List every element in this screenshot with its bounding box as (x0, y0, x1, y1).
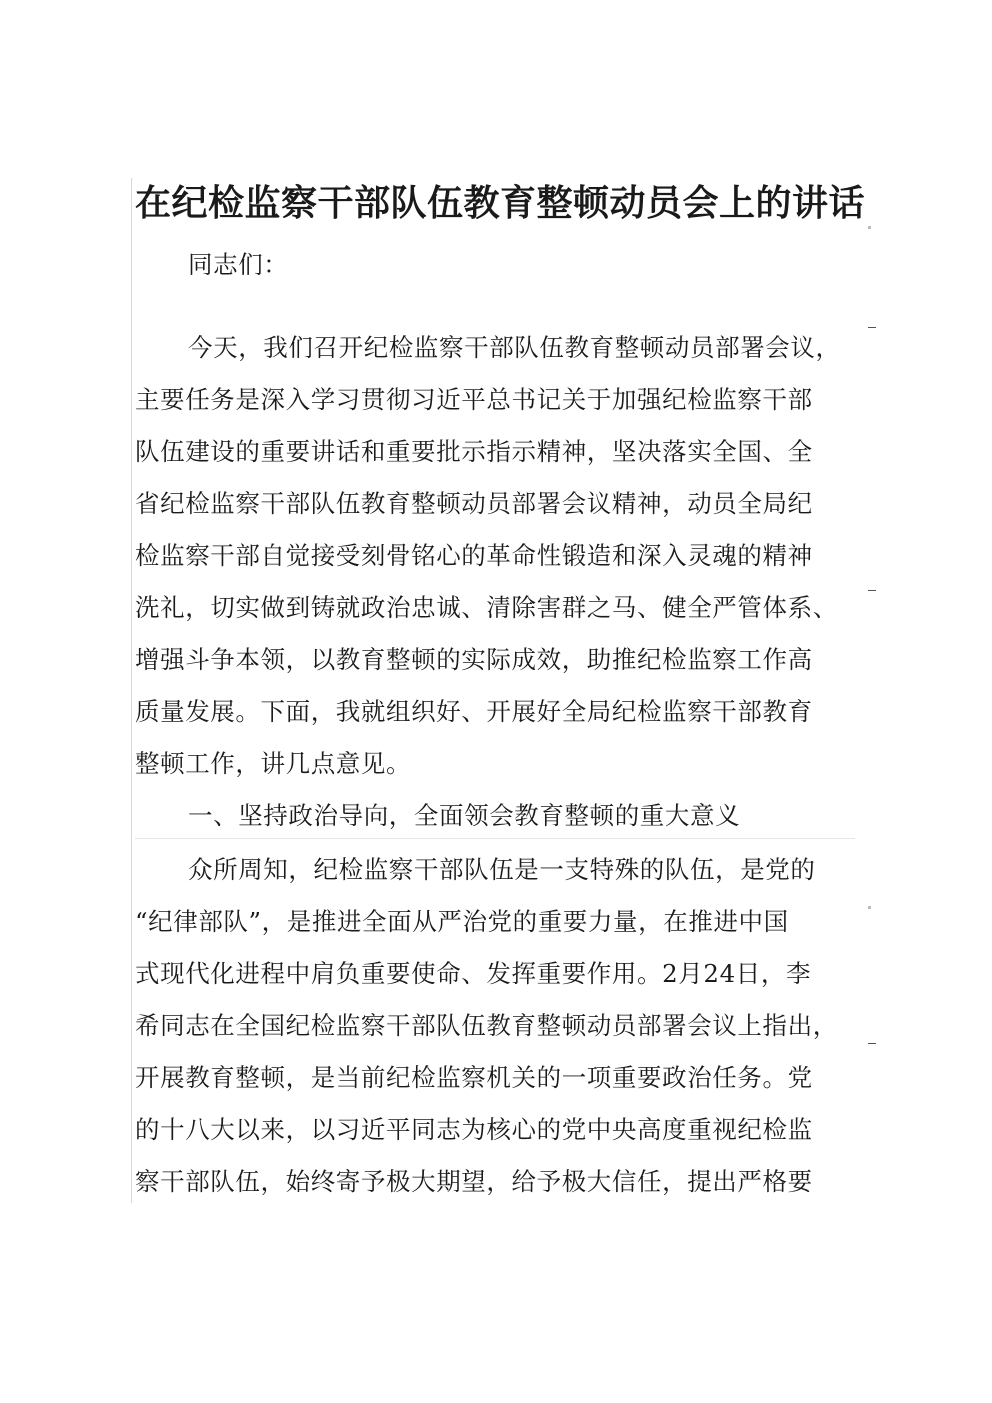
paragraph-line: 队伍建设的重要讲话和重要批示指示精神，坚决落实全国、全 (135, 437, 813, 466)
paragraph-line: 开展教育整顿，是当前纪检监察机关的一项重要政治任务。党 (135, 1063, 813, 1092)
document-title: 在纪检监察干部队伍教育整顿动员会上的讲话 (135, 182, 866, 224)
section-heading: 一、坚持政治导向，全面领会教育整顿的重大意义 (188, 801, 741, 830)
paragraph-line: 整顿工作，讲几点意见。 (135, 749, 412, 778)
paragraph-line: 质量发展。下面，我就组织好、开展好全局纪检监察干部教育 (135, 697, 813, 726)
salutation: 同志们： (188, 250, 289, 279)
revision-mark (868, 226, 871, 229)
paragraph-line: 洗礼，切实做到铸就政治忠诚、清除害群之马、健全严管体系、 (135, 593, 838, 622)
paragraph-line: 察干部队伍，始终寄予极大期望，给予极大信任，提出严格要 (135, 1167, 813, 1196)
paragraph-line: 希同志在全国纪检监察干部队伍教育整顿动员部署会议上指出， (135, 1011, 838, 1040)
revision-mark (868, 590, 876, 591)
revision-mark (868, 906, 871, 909)
paragraph-line: “纪律部队”，是推进全面从严治党的重要力量，在推进中国 (135, 907, 789, 936)
revision-mark (868, 327, 876, 328)
section-divider (135, 838, 855, 839)
paragraph-line: 检监察干部自觉接受刻骨铭心的革命性锻造和深入灵魂的精神 (135, 541, 813, 570)
paragraph-line: 省纪检监察干部队伍教育整顿动员部署会议精神，动员全局纪 (135, 489, 813, 518)
paragraph-line: 的十八大以来，以习近平同志为核心的党中央高度重视纪检监 (135, 1115, 813, 1144)
paragraph-line: 式现代化进程中肩负重要使命、发挥重要作用。2月24日，李 (135, 959, 812, 988)
paragraph-line: 增强斗争本领，以教育整顿的实际成效，助推纪检监察工作高 (135, 645, 813, 674)
revision-mark (868, 1043, 876, 1044)
paragraph-line: 今天，我们召开纪检监察干部队伍教育整顿动员部署会议， (188, 333, 841, 362)
paragraph-line: 众所周知，纪检监察干部队伍是一支特殊的队伍，是党的 (188, 855, 816, 884)
paragraph-line: 主要任务是深入学习贯彻习近平总书记关于加强纪检监察干部 (135, 385, 813, 414)
left-margin-rule (131, 178, 132, 1203)
